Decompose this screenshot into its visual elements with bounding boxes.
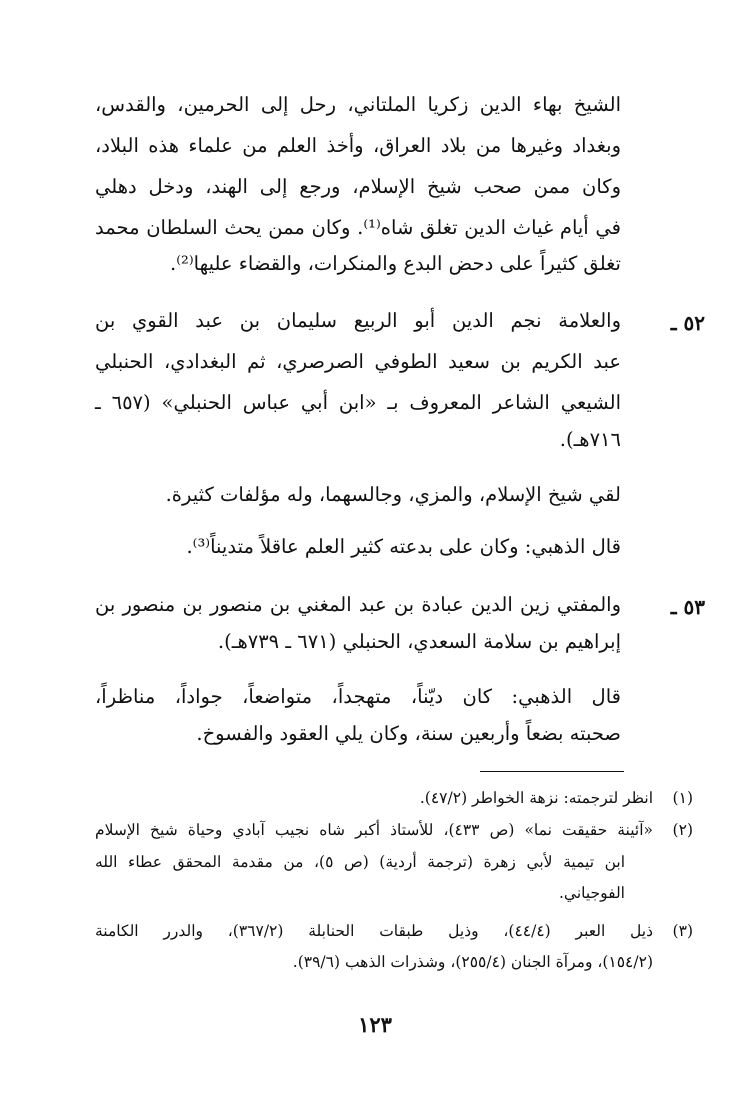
entry-53-number: ٥٣ ـ [670, 595, 705, 619]
entry-53-line-2: إبراهيم بن سلامة السعدي، الحنبلي (٦٧١ ـ ٧٣٩هـ). [217, 630, 621, 653]
paragraph-1-line-5: تغلق كثيراً على دحض البدع والمنكرات، والقضاء عليها⁽²⁾. [170, 252, 621, 275]
footnote-3-number: (٣) [672, 922, 693, 940]
entry-53-line-1: والمفتي زين الدين عبادة بن عبد المغني بن منصور بن منصور بن [95, 593, 621, 616]
entry-52-line-1: والعلامة نجم الدين أبو الربيع سليمان بن عبد القوي بن [95, 309, 621, 332]
paragraph-1-line-1: الشيخ بهاء الدين زكريا الملتاني، رحل إلى الحرمين، والقدس، [95, 93, 621, 116]
footnote-3-line-2: (١٥٤/٢)، ومرآة الجنان (٢٥٥/٤)، وشذرات الذهب (٣٩/٦). [292, 953, 653, 971]
footnote-1-number: (١) [672, 789, 693, 807]
entry-52-line-3: الشيعي الشاعر المعروف بـ «ابن أبي عباس الحنبلي» (٦٥٧ ـ [95, 391, 621, 414]
entry-52-line-2: عبد الكريم بن سعيد الطوفي الصرصري، ثم البغدادي، الحنبلي [95, 350, 621, 373]
paragraph-1-line-3: وكان ممن صحب شيخ الإسلام، ورجع إلى الهند، ودخل دهلي [95, 175, 621, 198]
entry-53-quote-line-2: صحبته بضعاً وأربعين سنة، وكان يلي العقود والفسوخ. [196, 722, 621, 745]
entry-52-line-4: ٧١٦هـ). [559, 428, 621, 451]
entry-52-note-1: لقي شيخ الإسلام، والمزي، وجالسهما، وله مؤلفات كثيرة. [165, 483, 621, 506]
page-number: ١٢٣ [358, 1012, 392, 1037]
footnote-2-number: (٢) [672, 821, 693, 839]
paragraph-1-line-4: في أيام غياث الدين تغلق شاه⁽¹⁾. وكان ممن يحث السلطان محمد [95, 216, 621, 239]
entry-52-number: ٥٢ ـ [670, 311, 705, 335]
paragraph-1-line-2: وبغداد وغيرها من بلاد العراق، وأخذ العلم من علماء هذه البلاد، [95, 134, 621, 157]
footnote-2-line-3: الفوجياني. [558, 884, 625, 902]
entry-53-quote-line-1: قال الذهبي: كان ديّناً، متهجداً، متواضعاً، جواداً، مناظراً، [95, 685, 621, 708]
footnote-2-line-1: «آئينة حقيقت نما» (ص ٤٣٣)، للأستاذ أكبر شاه نجيب آبادي وحياة شيخ الإسلام [95, 821, 654, 839]
footnote-2-line-2: ابن تيمية لأبي زهرة (ترجمة أردية) (ص ٥)، من مقدمة المحقق عطاء الله [95, 853, 625, 871]
footnote-3-line-1: ذيل العبر (٤٤/٤)، وذيل طبقات الحنابلة (٣٦٧/٢)، والدرر الكامنة [95, 922, 653, 940]
entry-52-note-2: قال الذهبي: وكان على بدعته كثير العلم عاقلاً متديناً⁽³⁾. [186, 535, 621, 558]
footnote-separator [480, 771, 624, 772]
footnote-1-text: انظر لترجمته: نزهة الخواطر (٤٧/٢). [419, 789, 653, 807]
